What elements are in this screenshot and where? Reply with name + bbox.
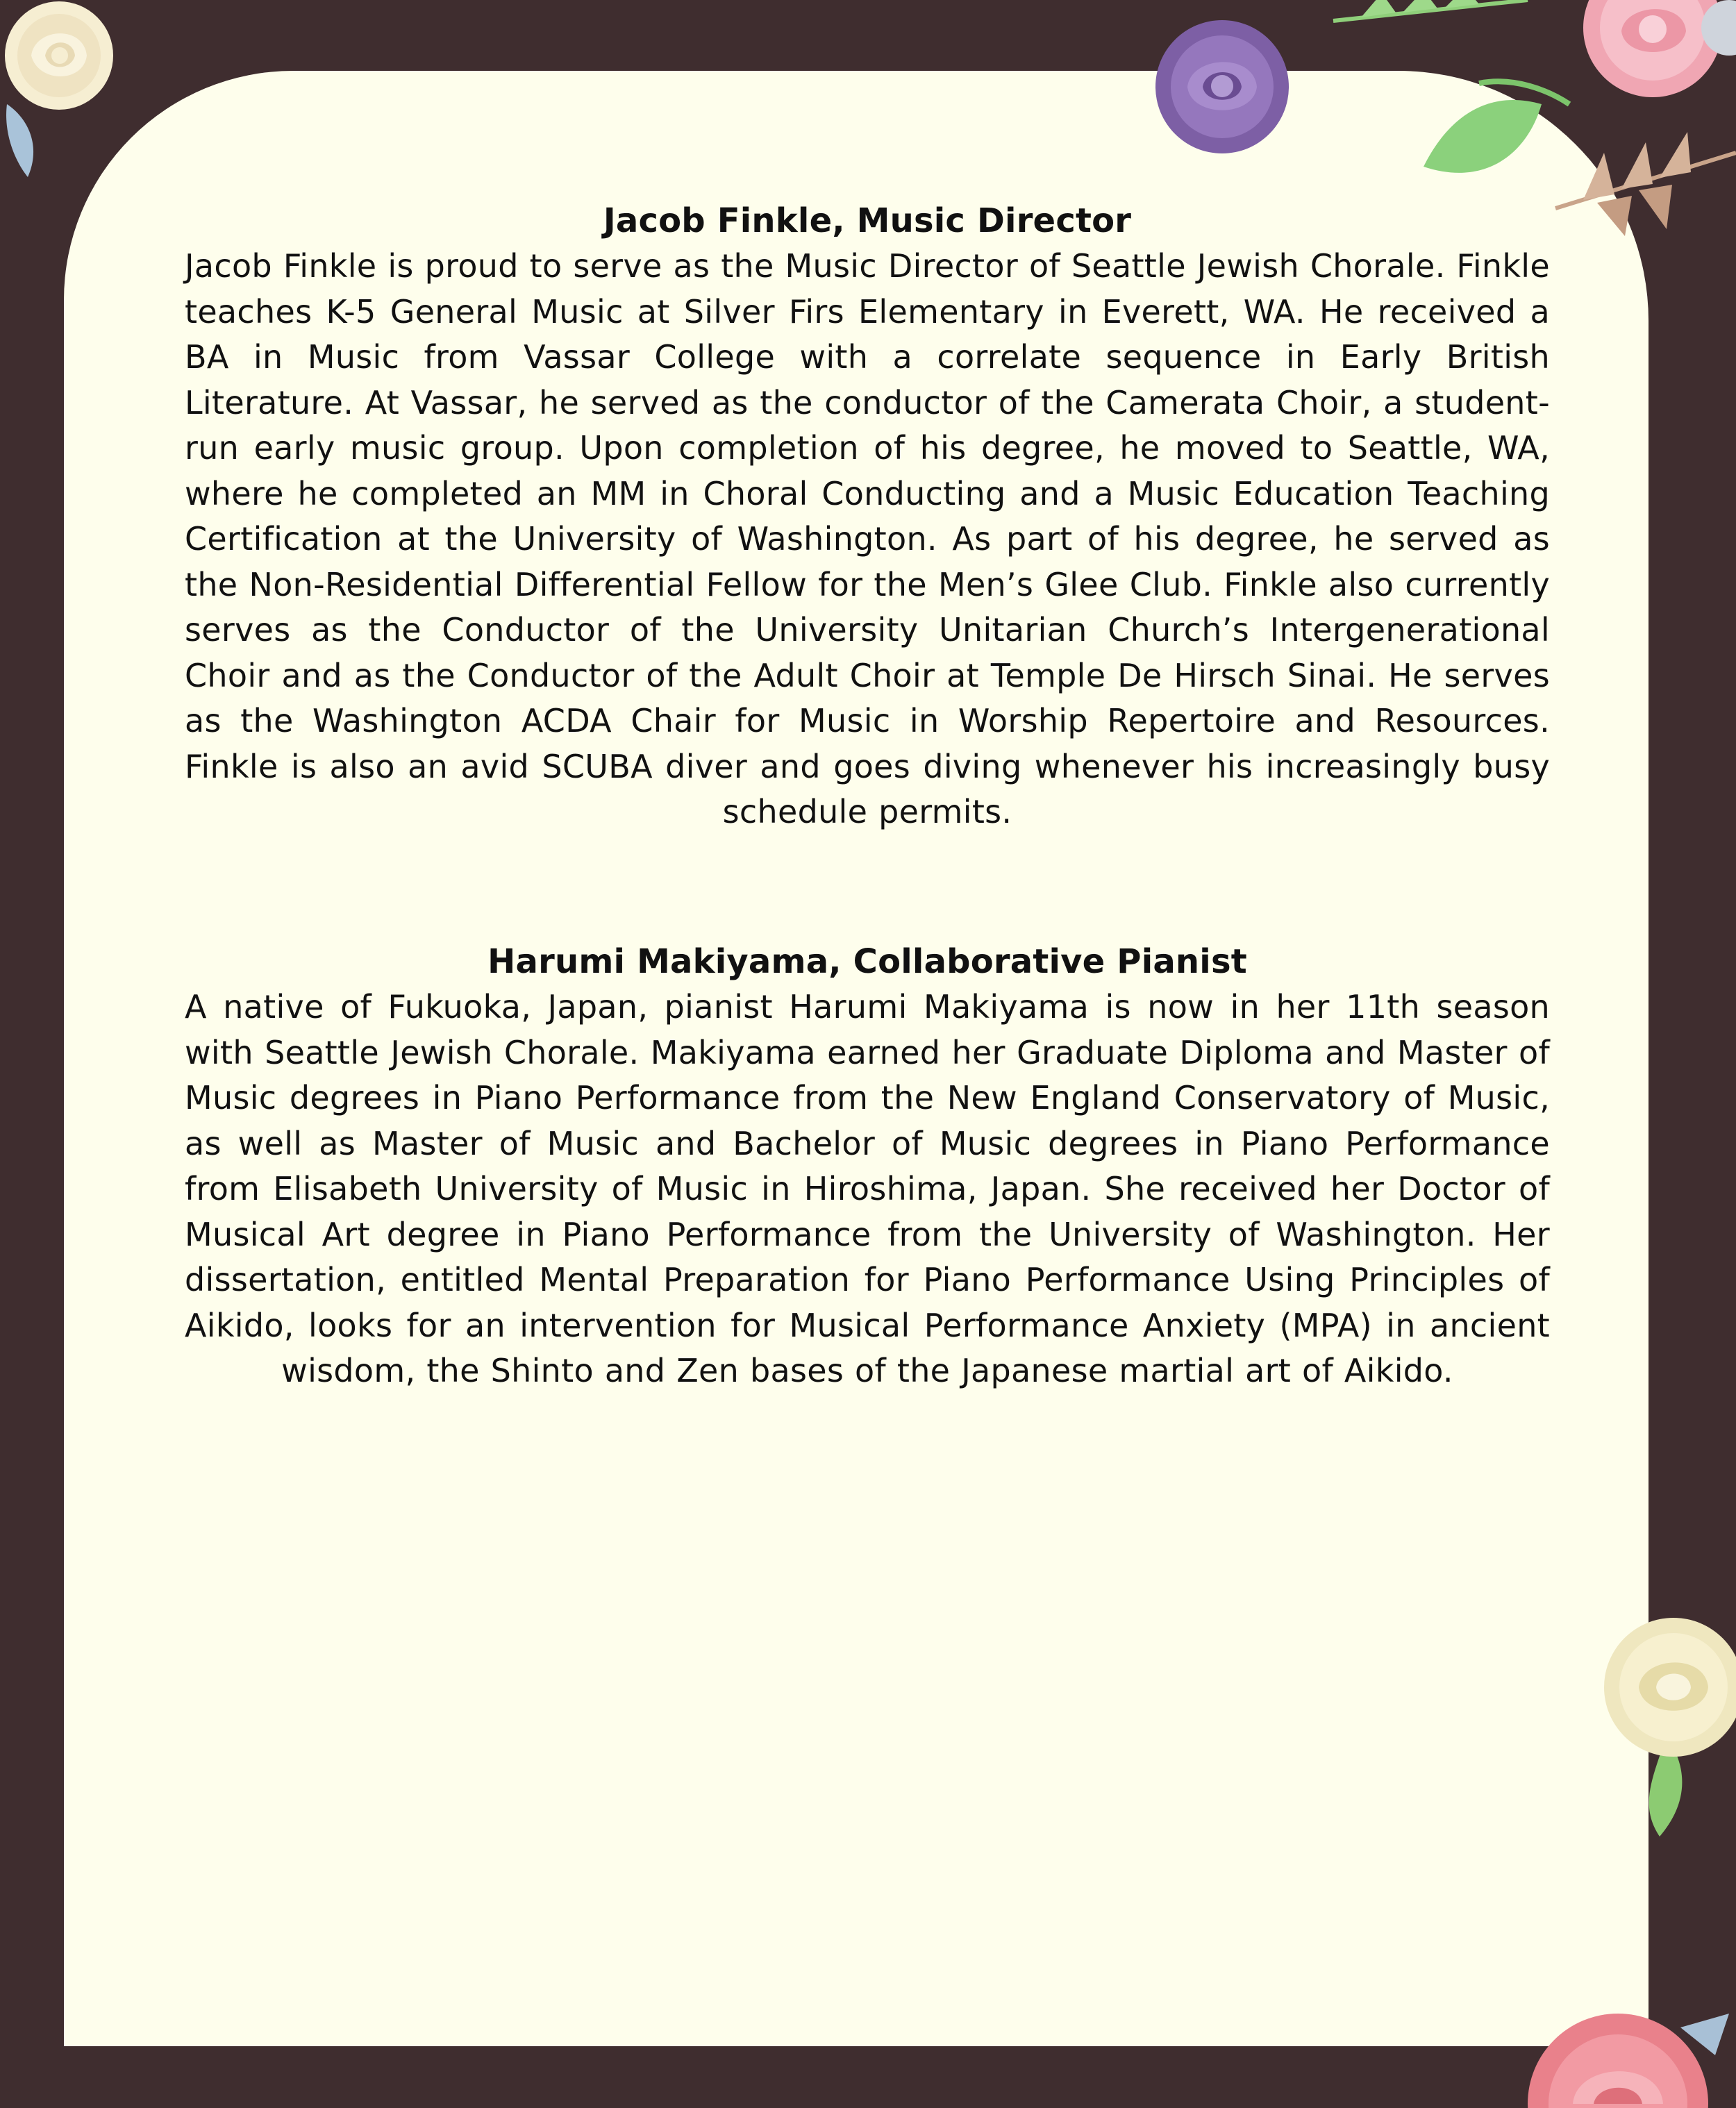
bio-section-collaborative-pianist: [185, 939, 1550, 1394]
tan-fern-icon: [1555, 125, 1736, 236]
coral-rose-icon: [1507, 2007, 1736, 2108]
bio-heading: Jacob Finkle, Music Director: [603, 201, 1132, 240]
bio-heading: Harumi Makiyama, Collaborative Pianist: [487, 942, 1247, 981]
cream-rose-icon: [0, 0, 139, 181]
bio-section-music-director: [185, 198, 1550, 835]
purple-rose-icon: [1146, 14, 1299, 160]
yellow-rose-icon: [1597, 1604, 1736, 1840]
bio-text: A native of Fukuoka, Japan, pianist Harumi Makiyama is now in her 11th season with Seattle Jewish Chorale. Makiyama earned her Graduate Diploma and Master of Music degrees in Piano Performance from the New England Conservatory of Music, as well as Master of Music and Bachelor of Music degrees in Piano Performance from Elisabeth University of Music in Hiroshima, Japan. She received her Doctor of Musical Art degree in Piano Performance from the University of Washington. Her dissertation, entitled Mental Preparation for Piano Performance Using Principles of Aikido, looks for an intervention for Musical Performance Anxiety (MPA) in ancient wisdom, the Shinto and Zen bases of the Japanese martial art of Aikido.: [185, 988, 1550, 1389]
pink-rose-icon: [1569, 0, 1736, 111]
bio-text: Jacob Finkle is proud to serve as the Music Director of Seattle Jewish Chorale. Finkle teaches K-5 General Music at Silver Firs Elementary in Everett, WA. He received a BA in Music from Vassar College with a correlate sequence in Early British Literature. At Vassar, he served as the conductor of the Camerata Choir, a student-run early music group. Upon completion of his degree, he moved to Seattle, WA, where he completed an MM in Choral Conducting and a Music Education Teaching Certification at the University of Washington. As part of his degree, he served as the Non-Residential Differential Fellow for the Men’s Glee Club. Finkle also currently serves as the Conductor of the University Unitarian Church’s Intergenerational Choir and as the Conductor of the Adult Choir at Temple De Hirsch Sinai. He serves as the Washington ACDA Chair for Music in Worship Repertoire and Resources. Finkle is also an avid SCUBA diver and goes diving whenever his increasingly busy schedule permits.: [185, 247, 1550, 830]
